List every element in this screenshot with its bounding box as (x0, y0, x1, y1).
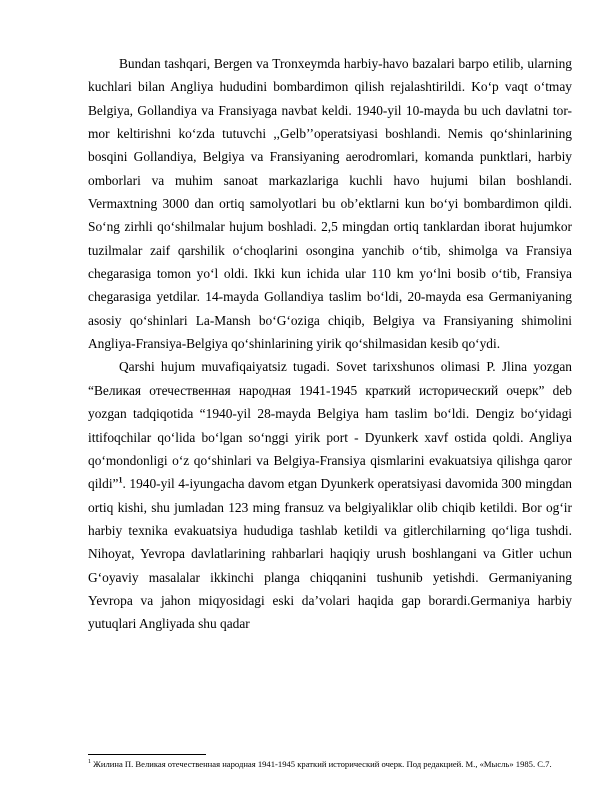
paragraph-2 (88, 355, 572, 635)
footnote-reference[interactable]: 1 (118, 475, 123, 485)
footnote-text: Жилина П. Великая отечественная народная 1941-1945 краткий исторический очерк. Под редакцией. М., «Мысль» 1985. С.7. (93, 758, 552, 769)
paragraph-2-text-before-ref: Qarshi hujum muvafiqaiyatsiz tugadi. Sovet tarixshunos olimasi P. Jlina yozgan “Великая отечественная народная 1941-1945 краткий исторический очерк” deb yozgan tadqiqotida “1940-yil 28-mayda Belgiya ham taslim bo‘ldi. Dengiz bo‘yidagi ittifoqchilar qo‘lida bo‘lgan so‘nggi yirik port - Dyunkerk xavf ostida qoldi. Angliya qo‘mondonligi o‘z qo‘shinlari va Belgiya-Fransiya qismlarini evakuatsiya qilishga qaror qildi” (88, 359, 572, 492)
paragraph-1-text: Bundan tashqari, Bergen va Tronxeymda harbiy-havo bazalari barpo etilib, ularning kuchlari bilan Angliya hududini bombardimon qilish rejalashtirildi. Ko‘p vaqt o‘tmay Belgiya, Gollandiya va Fransiyaga navbat keldi. 1940-yil 10-mayda bu uch davlatni tor-mor keltirishni ko‘zda tutuvchi ,,Gelb’’operatsiyasi boshlandi. Nemis qo‘shinlarining bosqini Gollandiya, Belgiya va Fransiyaning aerodromlari, komanda punktlari, harbiy omborlari va muhim sanoat markazlariga kuchli havo hujumi bilan boshlandi. Vermaxtning 3000 dan ortiq samolyotlari bu ob’ektlarni kun bo‘yi bombardimon qildi. So‘ng zirhli qo‘shilmalar hujum boshladi. 2,5 mingdan ortiq tanklardan iborat hujumkor tuzilmalar zaif qarshilik o‘choqlarini osongina yanchib o‘tib, shimolga va Fransiya chegarasiga tomon yo‘l oldi. Ikki kun ichida ular 110 km yo‘lni bosib o‘tib, Fransiya chegarasiga yetdilar. 14-mayda Gollandiya taslim bo‘ldi, 20-mayda esa Germaniyaning asosiy qo‘shinlari La-Mansh bo‘G‘oziga chiqib, Belgiya va Fransiyaning shimolini Angliya-Fransiya-Belgiya qo‘shinlarining yirik qo‘shilmasidan kesib qo‘ydi. (88, 56, 572, 352)
body-text (88, 52, 572, 636)
paragraph-1 (88, 52, 572, 355)
footnote-mark: 1 (88, 759, 91, 765)
footnote (88, 757, 572, 770)
footnote-divider (88, 754, 206, 755)
paragraph-2-text-after-ref: . 1940-yil 4-iyungacha davom etgan Dyunkerk operatsiyasi davomida 300 mingdan ortiq kishi, shu jumladan 123 ming fransuz va belgiyaliklar olib chiqib ketildi. Bor og‘ir harbiy texnika evakuatsiya hududiga tashlab ketildi va gitlerchilarning qo‘liga tushdi. Nihoyat, Yevropa davlatlarining rahbarlari haqiqiy urush boshlangani va Gitler uchun G‘oyaviy masalalar ikkinchi planga chiqqanini tushunib yetishdi. Germaniyaning Yevropa va jahon miqyosidagi eski da’volari haqida gap borardi.Germaniya harbiy yutuqlari Angliyada shu qadar (88, 476, 572, 632)
